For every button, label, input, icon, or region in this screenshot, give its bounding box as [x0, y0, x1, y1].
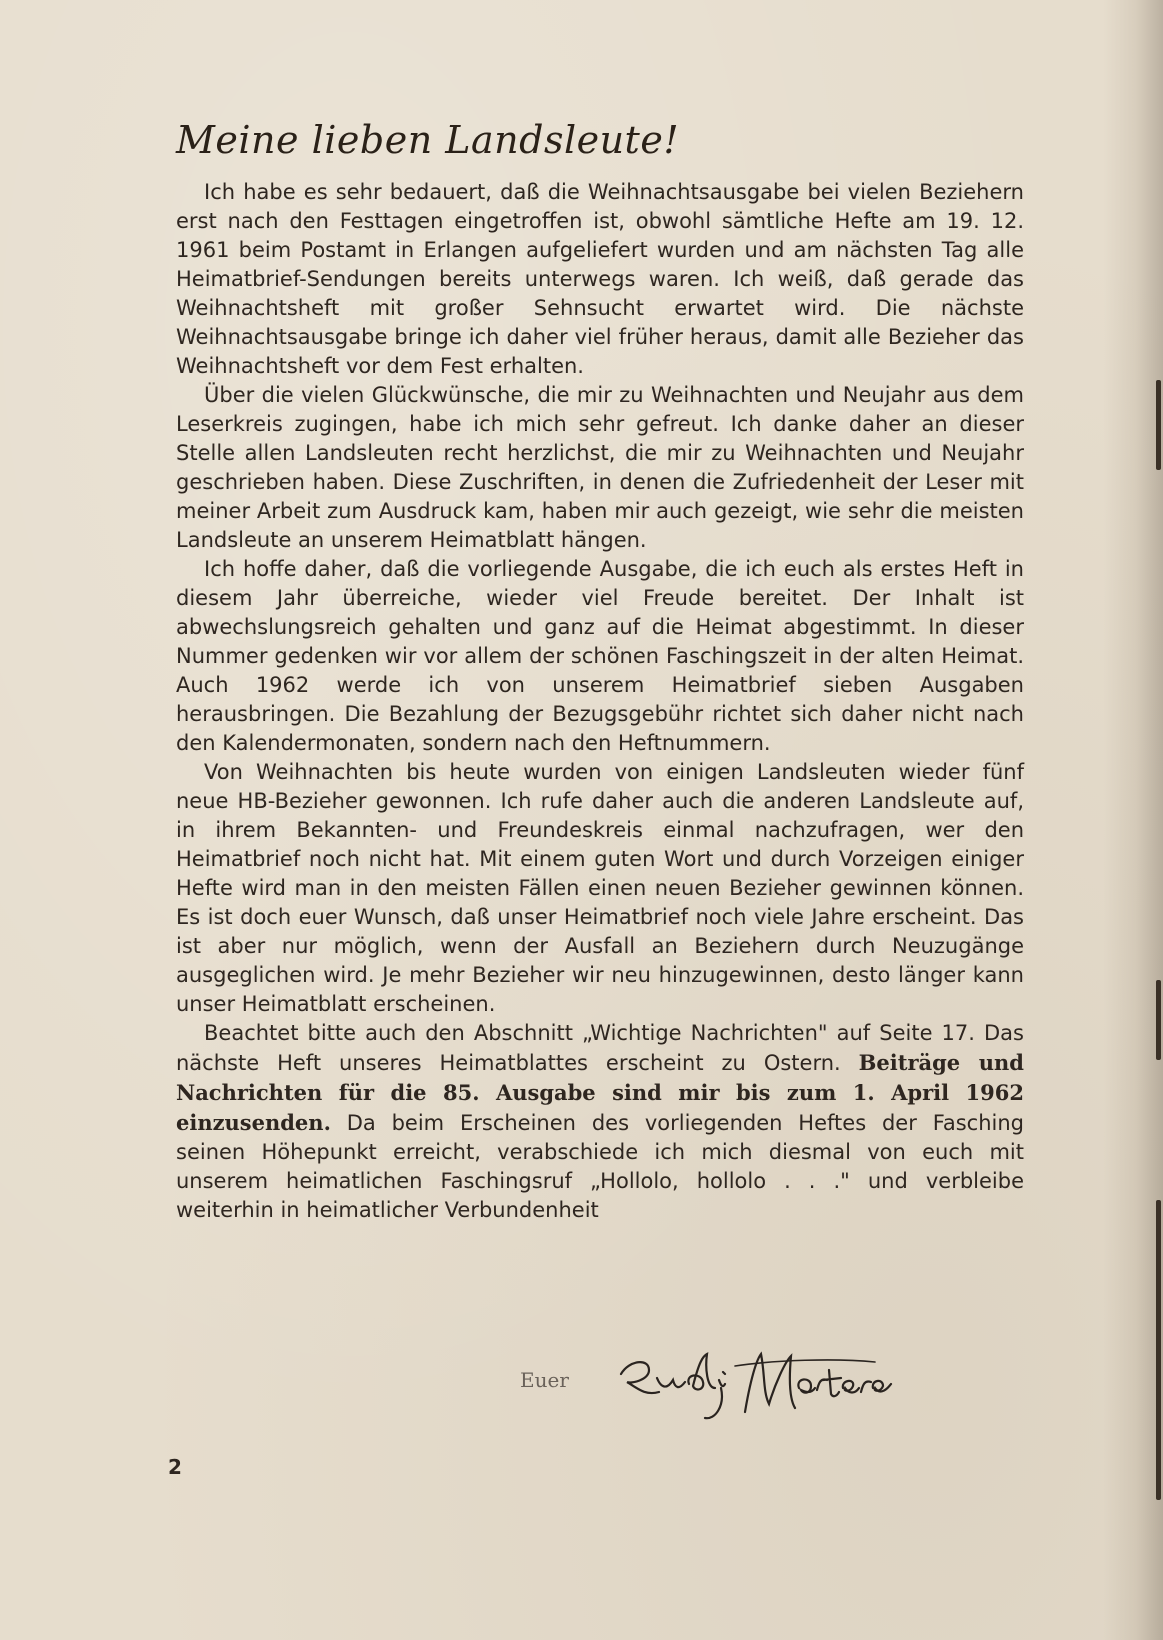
paragraph: Von Weihnachten bis heute wurden von einigen Landsleuten wieder fünf neue HB-Bezieher gewonnen. Ich rufe daher auch die anderen Landsleute auf, in ihrem Bekannten- und Freundeskreis einmal nachzufragen, wer den Heimatbrief noch nicht hat. Mit einem guten Wort und durch Vorzeigen einiger Hefte wird man in den meisten Fällen einen neuen Bezieher gewinnen können. Es ist doch euer Wunsch, daß unser Heimatbrief noch viele Jahre erscheint. Das ist aber nur möglich, wenn der Ausfall an Beziehern durch Neuzugänge ausgeglichen wird. Je mehr Bezieher wir neu hinzugewinnen, desto länger kann unser Heimatblatt erscheinen.	[176, 760, 1024, 1016]
paragraph: Ich hoffe daher, daß die vorliegende Ausgabe, die ich euch als erstes Heft in diesem Jahr überreiche, wieder viel Freude bereitet. Der Inhalt ist abwechslungsreich gehalten und ganz auf die Heimat abgestimmt. In dieser Nummer gedenken wir vor allem der schönen Faschingszeit in der alten Heimat. Auch 1962 werde ich von unserem Heimatbrief sieben Ausgaben herausbringen. Die Bezahlung der Bezugsgebühr richtet sich daher nicht nach den Kalendermonaten, sondern nach den Heftnummern.	[176, 557, 1024, 755]
paragraph: Ich habe es sehr bedauert, daß die Weihnachtsausgabe bei vielen Beziehern erst nach den Festtagen eingetroffen ist, obwohl sämtliche Hefte am 19. 12. 1961 beim Postamt in Erlangen aufgeliefert wurden und am nächsten Tag alle Heimatbrief-Sendungen bereits unterwegs waren. Ich weiß, daß gerade das Weihnachtsheft mit großer Sehnsucht erwartet wird. Die nächste Weihnachtsausgabe bringe ich daher viel früher heraus, damit alle Bezieher das Weihnachtsheft vor dem Fest erhalten.	[176, 180, 1024, 378]
final-text-2: Da beim Erscheinen des vorliegenden Heftes der Fasching seinen Höhepunkt erreicht, verabschiede ich mich diesmal von euch mit unserem heimatlichen Faschingsruf „Hollolo, hollolo . . ." und verbleibe weiterhin in heimatlicher Verbundenheit	[176, 1111, 1024, 1222]
paragraph-final	[176, 1019, 1024, 1225]
page-number: 2	[168, 1455, 182, 1479]
page-fold-shadow	[1103, 0, 1163, 1640]
letter-body	[176, 178, 1024, 1225]
page-edge-mark	[1156, 980, 1161, 1060]
handwritten-signature	[615, 1348, 895, 1428]
closing-word: Euer	[520, 1368, 569, 1392]
deadline-notice: Beiträge und Nachrichten für die 85. Ausgabe sind mir bis zum 1. April 1962 einzusenden.	[176, 1050, 1024, 1135]
page-edge-mark	[1156, 380, 1161, 470]
page-edge-mark	[1156, 1200, 1161, 1500]
paragraph: Über die vielen Glückwünsche, die mir zu Weihnachten und Neujahr aus dem Leserkreis zugingen, habe ich mich sehr gefreut. Ich danke daher an dieser Stelle allen Landsleuten recht herzlichst, die mir zu Weihnachten und Neujahr geschrieben haben. Diese Zuschriften, in denen die Zufriedenheit der Leser mit meiner Arbeit zum Ausdruck kam, haben mir auch gezeigt, wie sehr die meisten Landsleute an unserem Heimatblatt hängen.	[176, 383, 1024, 552]
letter-heading: Meine lieben Landsleute!	[176, 118, 680, 162]
final-text-1: Beachtet bitte auch den Abschnitt „Wichtige Nachrichten" auf Seite 17. Das nächste Heft unseres Heimatblattes erscheint zu Ostern.	[176, 1021, 1024, 1075]
